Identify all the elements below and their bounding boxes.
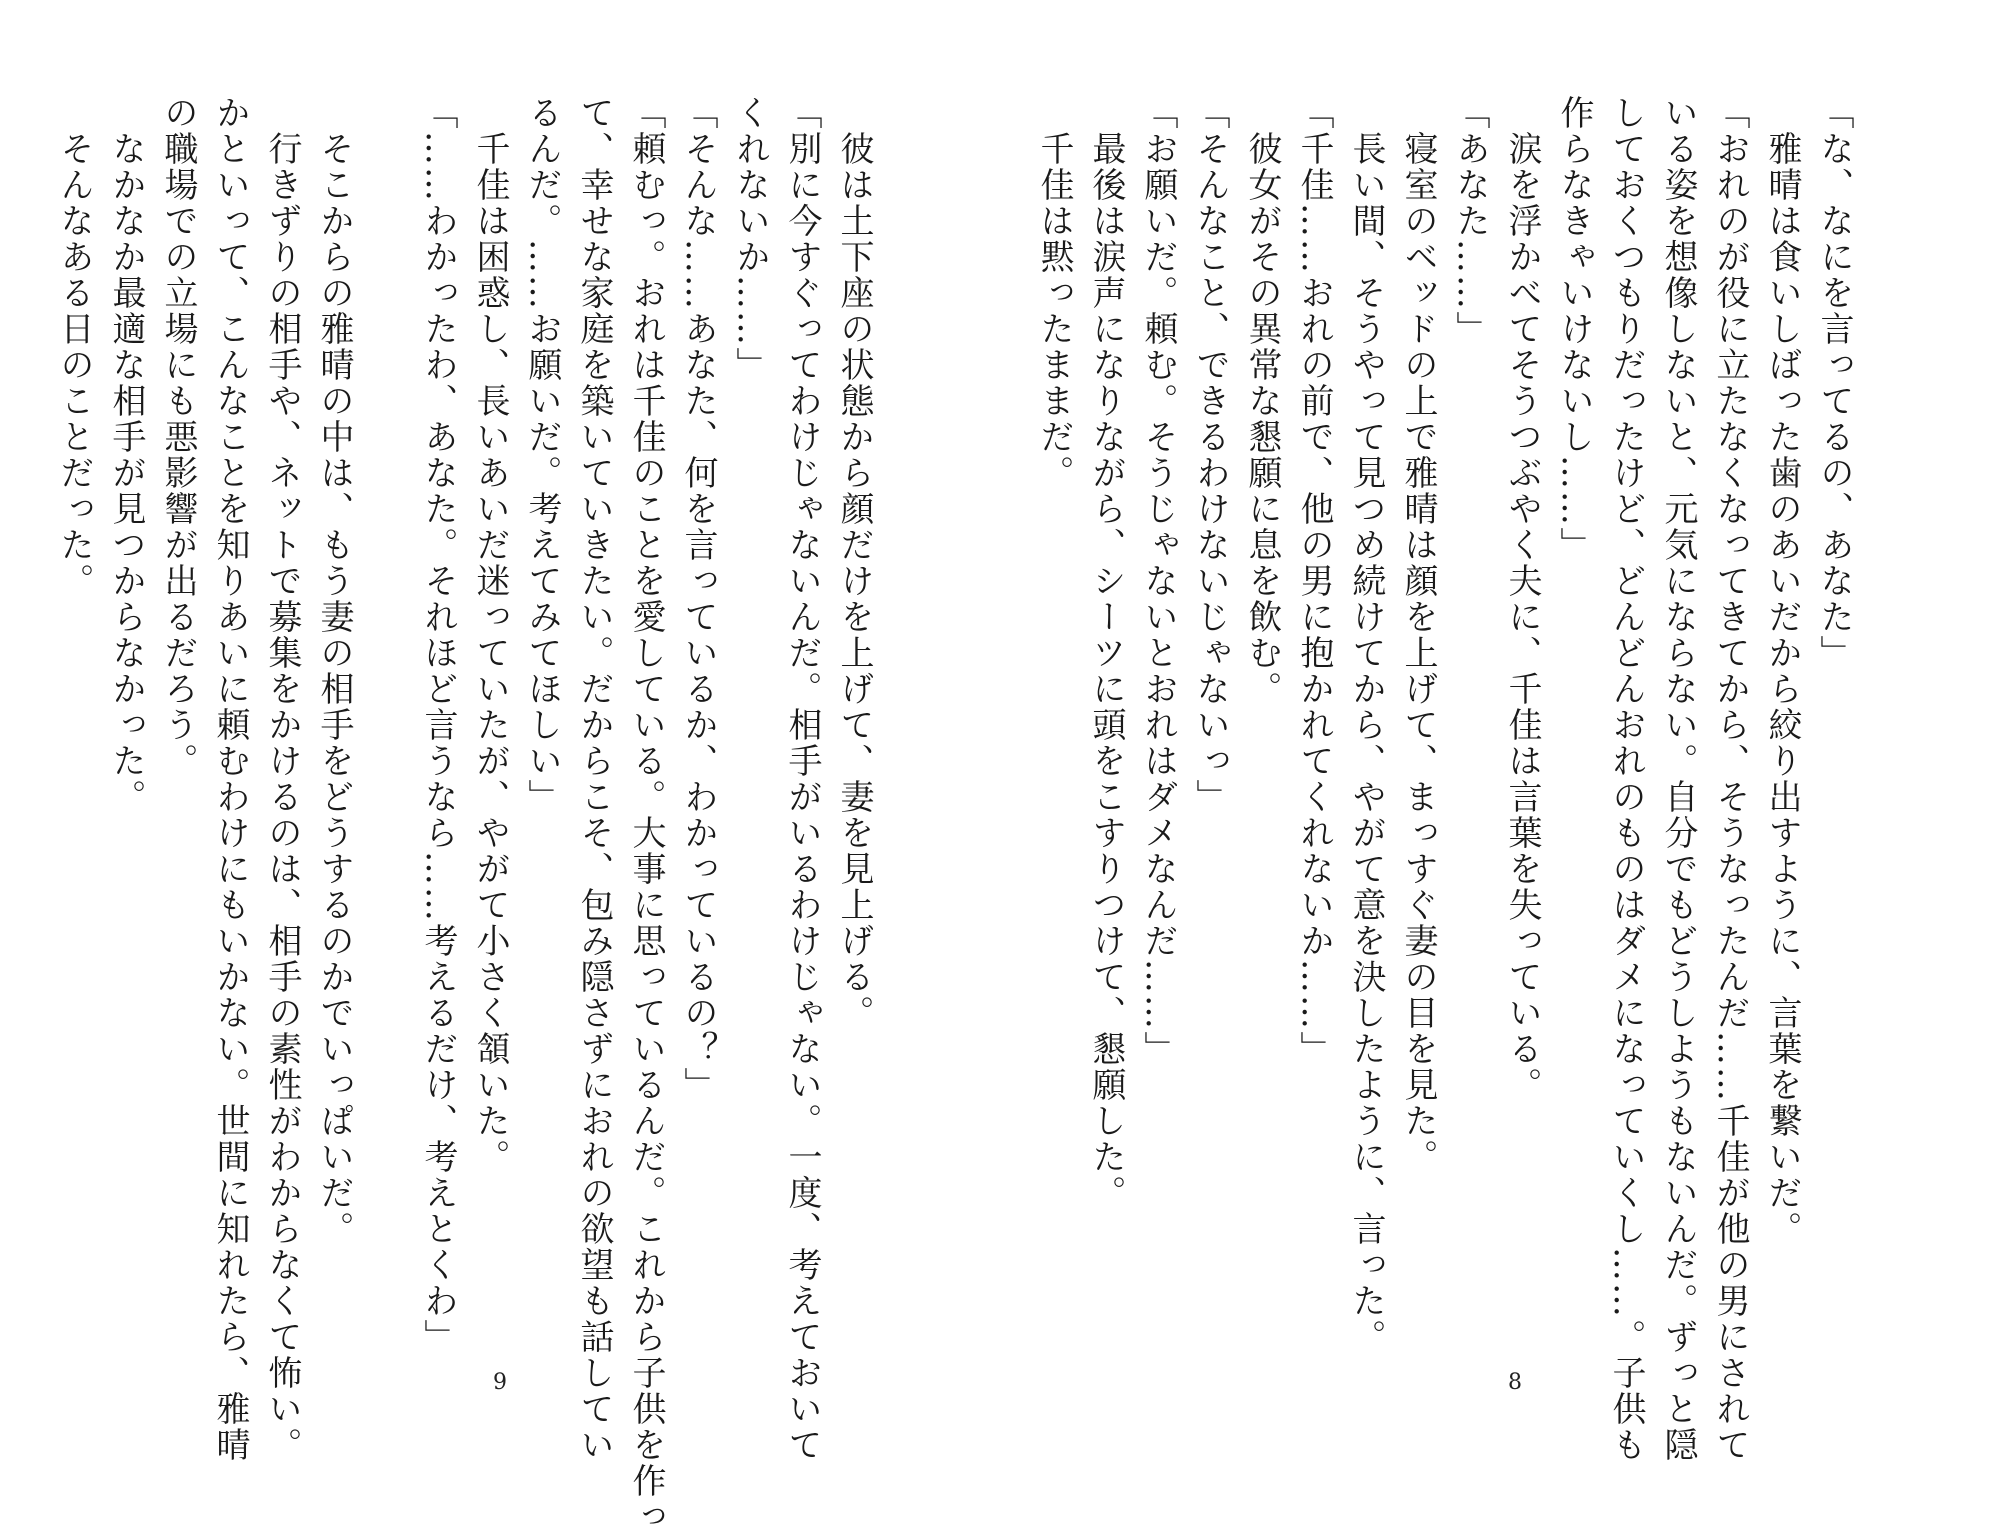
text-line: 「……わかったわ、あなた。それほど言うなら……考えるだけ、考えとくわ」 (418, 95, 458, 1355)
text-line: くれないか……」 (730, 95, 770, 383)
page-number-left: 9 (493, 1370, 507, 1395)
text-line: 行きずりの相手や、ネットで募集をかけるのは、相手の素性がわからなくて怖い。 (262, 95, 302, 1463)
right-page (1000, 0, 2000, 1463)
text-line: 寝室のベッドの上で雅晴は顔を上げて、まっすぐ妻の目を見た。 (1398, 95, 1438, 1175)
text-line: 長い間、そうやって見つめ続けてから、やがて意を決したように、言った。 (1346, 95, 1386, 1355)
text-line: 「そんな……あなた、何を言っているか、わかっているの？」 (678, 95, 718, 1103)
text-line: しておくつもりだったけど、どんどんおれのものはダメになっていくし……。子供も (1606, 95, 1646, 1463)
text-line: いる姿を想像しないと、元気にならない。自分でもどうしようもないんだ。ずっと隠 (1658, 95, 1698, 1463)
text-line: 涙を浮かべてそうつぶやく夫に、千佳は言葉を失っている。 (1502, 95, 1542, 1103)
text-line: 作らなきゃいけないし……」 (1554, 95, 1594, 563)
text-line: 千佳は困惑し、長いあいだ迷っていたが、やがて小さく頷いた。 (470, 95, 510, 1175)
text-line: そこからの雅晴の中は、もう妻の相手をどうするのかでいっぱいだ。 (314, 95, 354, 1247)
text-line: て、幸せな家庭を築いていきたい。だからこそ、包み隠さずにおれの欲望も話してい (574, 95, 614, 1463)
text-line: の職場での立場にも悪影響が出るだろう。 (158, 95, 198, 779)
right-page-text (1028, 95, 1860, 1463)
text-line: るんだ。……お願いだ。考えてみてほしい」 (522, 95, 562, 815)
page-number-right: 8 (1508, 1370, 1522, 1395)
text-line: 千佳は黙ったままだ。 (1034, 95, 1074, 491)
text-line: 「な、なにを言ってるの、あなた」 (1814, 95, 1854, 671)
text-line: 雅晴は食いしばった歯のあいだから絞り出すように、言葉を繋いだ。 (1762, 95, 1802, 1247)
text-line: 「そんなこと、できるわけないじゃないっ」 (1190, 95, 1230, 815)
text-line: 最後は涙声になりながら、シーツに頭をこすりつけて、懇願した。 (1086, 95, 1126, 1211)
text-line: 「千佳……おれの前で、他の男に抱かれてくれないか……」 (1294, 95, 1334, 1067)
text-line: 「あなた……」 (1450, 95, 1490, 347)
text-line: 「別に今すぐってわけじゃないんだ。相手がいるわけじゃない。一度、考えておいて (782, 95, 822, 1463)
text-line: なかなか最適な相手が見つからなかった。 (106, 95, 146, 815)
text-line: 「おれのが役に立たなくなってきてから、そうなったんだ……千佳が他の男にされて (1710, 95, 1750, 1463)
text-line: 「お願いだ。頼む。そうじゃないとおれはダメなんだ……」 (1138, 95, 1178, 1067)
text-line: かといって、こんなことを知りあいに頼むわけにもいかない。世間に知れたら、雅晴 (210, 95, 250, 1463)
text-line: そんなある日のことだった。 (54, 95, 94, 599)
left-page-text (48, 95, 880, 1535)
text-line: 彼女がその異常な懇願に息を飲む。 (1242, 95, 1282, 707)
text-line: 彼は土下座の状態から顔だけを上げて、妻を見上げる。 (834, 95, 874, 1031)
blank-line (360, 95, 412, 1335)
text-line: 「頼むっ。おれは千佳のことを愛している。大事に思っているんだ。これから子供を作っ (626, 95, 666, 1535)
